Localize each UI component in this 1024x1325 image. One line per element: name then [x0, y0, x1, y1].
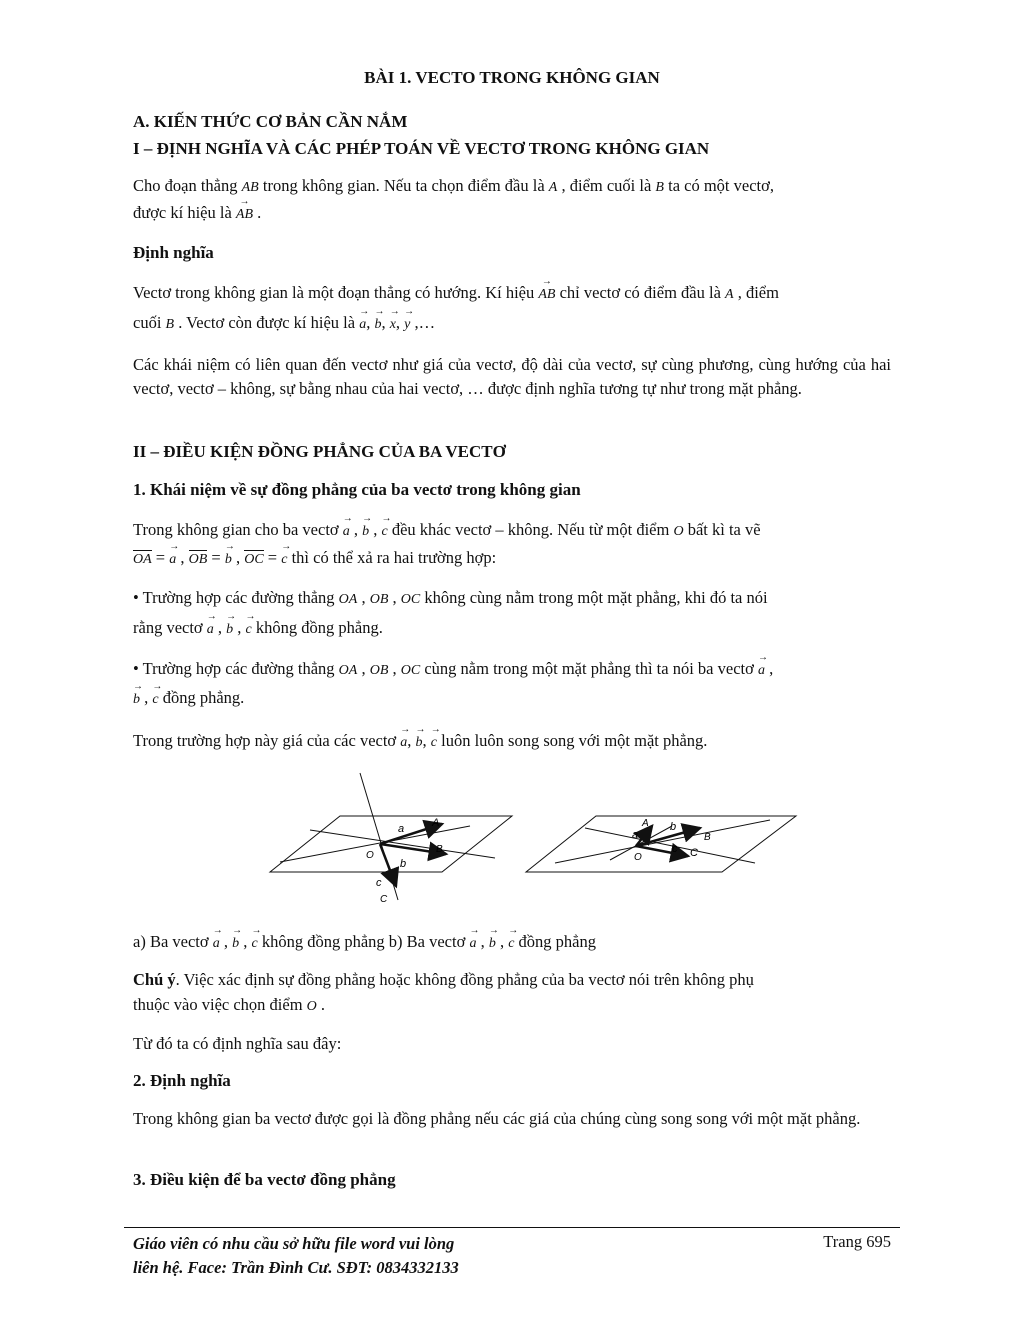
label-A-b: A — [642, 818, 649, 829]
definition-2-paragraph: Trong không gian ba vectơ được gọi là đồng phẳng nếu các giá của chúng cùng song song với một mặt phẳng. — [133, 1109, 861, 1128]
lesson-title: BÀI 1. VECTO TRONG KHÔNG GIAN — [364, 68, 660, 87]
label-C-a: C — [380, 894, 388, 905]
note-line-2: thuộc vào việc chọn điểm O . — [133, 995, 326, 1014]
subsection-3-heading: 3. Điều kiện để ba vectơ đồng phẳng — [133, 1170, 396, 1189]
figure-caption: a) Ba vectơ → a , → b , → c không đồng phẳng b) Ba vectơ → a , → b , → c đồng phẳng — [133, 932, 596, 952]
bullet-2-line-1: • Trường hợp các đường thẳng OA , OB , OC cùng nằm trong một mặt phẳng thì ta nói ba vectơ → a , — [133, 659, 773, 679]
intro-line-1: Cho đoạn thẳng AB trong không gian. Nếu ta chọn điểm đầu là A , điểm cuối là B ta có một vectơ, — [133, 176, 774, 195]
label-A-a: A — [432, 817, 440, 829]
label-b-a: b — [400, 858, 407, 870]
from-there-text: Từ đó ta có định nghĩa sau đây: — [133, 1034, 342, 1053]
definition-line-2: cuối B . Vectơ còn được kí hiệu là → a, → b, → x, → y ,… — [133, 313, 435, 333]
bullet-1-line-2: rằng vectơ → a , → b , → c không đồng phẳng. — [133, 618, 383, 638]
line-2-b — [555, 820, 770, 863]
label-O-a: O — [366, 850, 374, 861]
label-c-a: c — [376, 877, 382, 889]
subsection-2-heading: 2. Định nghĩa — [133, 1071, 231, 1090]
label-B-a: B — [436, 844, 443, 855]
section-1-heading: I – ĐỊNH NGHĨA VÀ CÁC PHÉP TOÁN VỀ VECTƠ TRONG KHÔNG GIAN — [133, 139, 710, 158]
footer-line-2: liên hệ. Face: Trần Đình Cư. SĐT: 0834332133 — [133, 1258, 459, 1277]
label-C-b: C — [690, 847, 698, 859]
section-2-heading: II – ĐIỀU KIỆN ĐỒNG PHẲNG CỦA BA VECTƠ — [133, 442, 506, 461]
case-text: Trong trường hợp này giá của các vectơ → a, → b, → c luôn luôn song song với một mặt phẳng. — [133, 731, 707, 751]
plane-a — [270, 816, 512, 872]
subsection-1-heading: 1. Khái niệm về sự đồng phẳng của ba vectơ trong không gian — [133, 480, 581, 499]
footer-divider — [124, 1227, 900, 1228]
footer-line-1: Giáo viên có nhu cầu sở hữu file word vui lòng — [133, 1234, 455, 1253]
vector-figure — [260, 768, 820, 908]
bullet-1-line-1: • Trường hợp các đường thẳng OA , OB , OC không cùng nằm trong một mặt phẳng, khi đó ta nói — [133, 588, 768, 607]
concept-line-2: OA = → a , OB = → b , OC = → c thì có thể xả ra hai trường hợp: — [133, 548, 496, 568]
page-number: Trang 695 — [823, 1232, 891, 1251]
label-B-b: B — [704, 832, 711, 843]
footer-contact — [133, 1232, 891, 1280]
page-footer — [133, 1232, 891, 1280]
note-line-1: Chú ý. Việc xác định sự đồng phẳng hoặc không đồng phẳng của ba vectơ nói trên không phụ — [133, 970, 754, 989]
concepts-paragraph: Các khái niệm có liên quan đến vectơ như giá của vectơ, độ dài của vectơ, sự cùng phương, cùng hướng của hai vectơ, vectơ – không, sự bằng nhau của hai vectơ, … được định nghĩa tương tự như trong mặt phẳng. — [133, 355, 891, 398]
label-a-b: a — [632, 829, 639, 841]
label-a-a: a — [398, 823, 405, 835]
bullet-2-line-2: → b , → c đồng phẳng. — [133, 688, 244, 708]
label-c-b: c — [672, 843, 678, 855]
vector-c-a — [380, 844, 396, 886]
concept-line-1: Trong không gian cho ba vectơ → a , → b , → c đều khác vectơ – không. Nếu từ một điểm O bất kì ta vẽ — [133, 520, 761, 540]
label-O-b: O — [634, 852, 642, 863]
line-1-b — [585, 828, 755, 863]
intro-line-2: được kí hiệu là → AB . — [133, 203, 261, 223]
definition-heading: Định nghĩa — [133, 243, 214, 262]
section-a-heading: A. KIẾN THỨC CƠ BẢN CẦN NẮM — [133, 112, 408, 131]
vector-b-b — [636, 828, 700, 846]
definition-line-1: Vectơ trong không gian là một đoạn thẳng có hướng. Kí hiệu → AB chỉ vectơ có điểm đầu là A , điểm — [133, 283, 779, 303]
label-b-b: b — [670, 821, 677, 833]
